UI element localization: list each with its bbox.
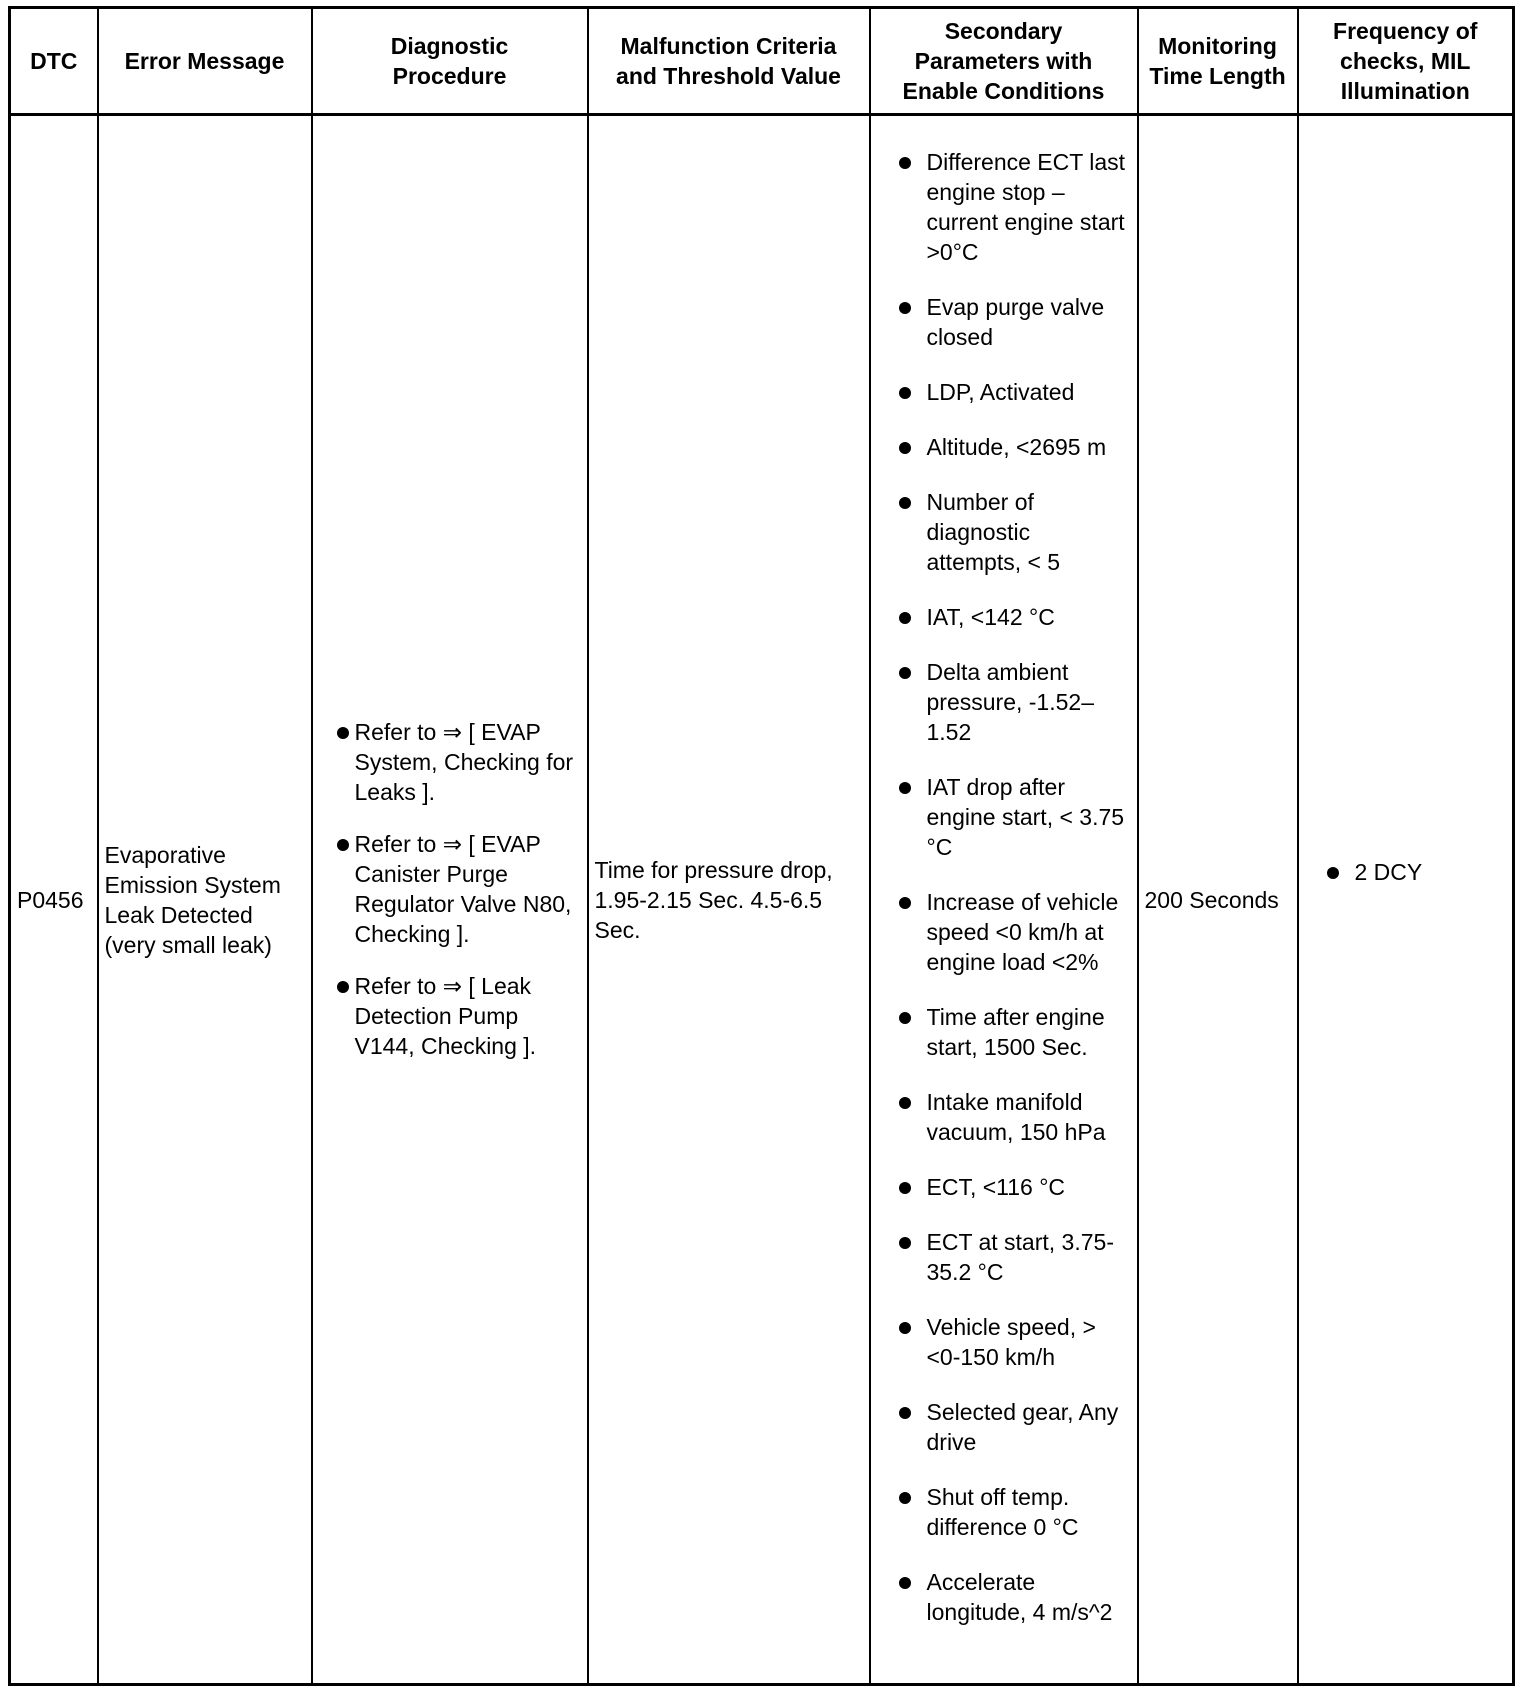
cell-malfunction-criteria [588, 115, 870, 1685]
secondary-parameter-item [877, 772, 1131, 862]
cell-secondary-parameters [870, 115, 1138, 1685]
secondary-parameter-item [877, 887, 1131, 977]
secondary-parameter-item-text: LDP, Activated [926, 379, 1075, 405]
procedure-item [319, 971, 581, 1061]
bullet-icon [899, 1237, 911, 1249]
secondary-parameter-item [877, 657, 1131, 747]
secondary-parameters-list [877, 147, 1131, 1627]
bullet-icon [1327, 867, 1339, 879]
secondary-parameter-item [877, 1087, 1131, 1147]
procedure-item [319, 717, 581, 807]
dtc-code: P0456 [17, 886, 84, 913]
bullet-icon [899, 782, 911, 794]
secondary-parameter-item [877, 1002, 1131, 1062]
bullet-icon [899, 302, 911, 314]
header-malfunction-criteria-text: Malfunction Criteria and Threshold Value [616, 33, 841, 89]
secondary-parameter-item [877, 487, 1131, 577]
secondary-parameter-item-text: Difference ECT last engine stop – current engine start >0°C [926, 149, 1126, 265]
frequency-item [1305, 857, 1507, 887]
header-diagnostic-procedure-text: Diagnostic Procedure [390, 33, 509, 89]
document-page [8, 6, 1512, 1686]
bullet-icon [899, 1407, 911, 1419]
table-row [10, 115, 1514, 1685]
header-monitoring-time-text: Monitoring Time Length [1149, 33, 1286, 89]
error-message-text: Evaporative Emission System Leak Detected (very small leak) [104, 841, 281, 958]
monitoring-time-text: 200 Seconds [1144, 886, 1279, 913]
secondary-parameter-item-text: Delta ambient pressure, -1.52–1.52 [926, 659, 1094, 745]
secondary-parameter-item [877, 1312, 1131, 1372]
bullet-icon [899, 497, 911, 509]
header-malfunction-criteria [588, 8, 870, 115]
header-frequency-text: Frequency of checks, MIL Illumination [1333, 18, 1478, 104]
bullet-icon [899, 1182, 911, 1194]
secondary-parameter-item-text: Selected gear, Any drive [926, 1399, 1119, 1455]
secondary-parameter-item [877, 1482, 1131, 1542]
secondary-parameter-item-text: ECT, <116 °C [926, 1174, 1066, 1200]
header-secondary-parameters [870, 8, 1138, 115]
header-diagnostic-procedure [312, 8, 588, 115]
secondary-parameter-item-text: ECT at start, 3.75-35.2 °C [926, 1229, 1114, 1285]
secondary-parameter-item [877, 432, 1131, 462]
procedure-item-text: Refer to ⇒ [ Leak Detection Pump V144, Checking ]. [354, 972, 537, 1059]
header-error-message: Error Message [98, 8, 312, 115]
dtc-table [8, 6, 1515, 1686]
procedure-item-text: Refer to ⇒ [ EVAP System, Checking for Leaks ]. [354, 718, 574, 805]
cell-error-message [98, 115, 312, 1685]
procedure-item-text: Refer to ⇒ [ EVAP Canister Purge Regulator Valve N80, Checking ]. [354, 830, 572, 947]
secondary-parameter-item-text: Accelerate longitude, 4 m/s^2 [926, 1569, 1113, 1625]
secondary-parameter-item-text: Altitude, <2695 m [926, 434, 1107, 460]
bullet-icon [337, 981, 349, 993]
table-header-row [10, 8, 1514, 115]
bullet-icon [899, 442, 911, 454]
secondary-parameter-item-text: Shut off temp. difference 0 °C [926, 1484, 1079, 1540]
bullet-icon [899, 157, 911, 169]
malfunction-criteria-text: Time for pressure drop, 1.95-2.15 Sec. 4.5-6.5 Sec. [594, 856, 833, 943]
secondary-parameter-item [877, 1397, 1131, 1457]
diagnostic-procedure-list [319, 717, 581, 1061]
bullet-icon [899, 1492, 911, 1504]
header-secondary-parameters-text: Secondary Parameters with Enable Conditions [902, 18, 1105, 104]
bullet-icon [899, 1097, 911, 1109]
header-monitoring-time [1138, 8, 1298, 115]
secondary-parameter-item [877, 1172, 1131, 1202]
secondary-parameter-item-text: Number of diagnostic attempts, < 5 [926, 489, 1061, 575]
bullet-icon [899, 667, 911, 679]
secondary-parameter-item-text: Intake manifold vacuum, 150 hPa [926, 1089, 1106, 1145]
cell-monitoring-time [1138, 115, 1298, 1685]
secondary-parameter-item-text: Evap purge valve closed [926, 294, 1105, 350]
frequency-item-text: 2 DCY [1354, 858, 1423, 885]
frequency-list [1305, 857, 1507, 887]
secondary-parameter-item-text: IAT drop after engine start, < 3.75 °C [926, 774, 1125, 860]
bullet-icon [899, 897, 911, 909]
secondary-parameter-item [877, 602, 1131, 632]
procedure-item [319, 829, 581, 949]
secondary-parameter-item-text: Vehicle speed, > <0-150 km/h [926, 1314, 1096, 1370]
secondary-parameter-item [877, 147, 1131, 267]
secondary-parameter-item-text: Increase of vehicle speed <0 km/h at engine load <2% [926, 889, 1119, 975]
bullet-icon [899, 1012, 911, 1024]
secondary-parameter-item [877, 1227, 1131, 1287]
cell-frequency [1298, 115, 1514, 1685]
bullet-icon [899, 1322, 911, 1334]
bullet-icon [899, 387, 911, 399]
bullet-icon [337, 727, 349, 739]
cell-dtc [10, 115, 98, 1685]
bullet-icon [337, 839, 349, 851]
bullet-icon [899, 612, 911, 624]
cell-diagnostic-procedure [312, 115, 588, 1685]
secondary-parameter-item [877, 1567, 1131, 1627]
secondary-parameter-item-text: IAT, <142 °C [926, 604, 1055, 630]
secondary-parameter-item [877, 377, 1131, 407]
bullet-icon [899, 1577, 911, 1589]
header-frequency [1298, 8, 1514, 115]
secondary-parameter-item-text: Time after engine start, 1500 Sec. [926, 1004, 1105, 1060]
header-dtc: DTC [10, 8, 98, 115]
secondary-parameter-item [877, 292, 1131, 352]
